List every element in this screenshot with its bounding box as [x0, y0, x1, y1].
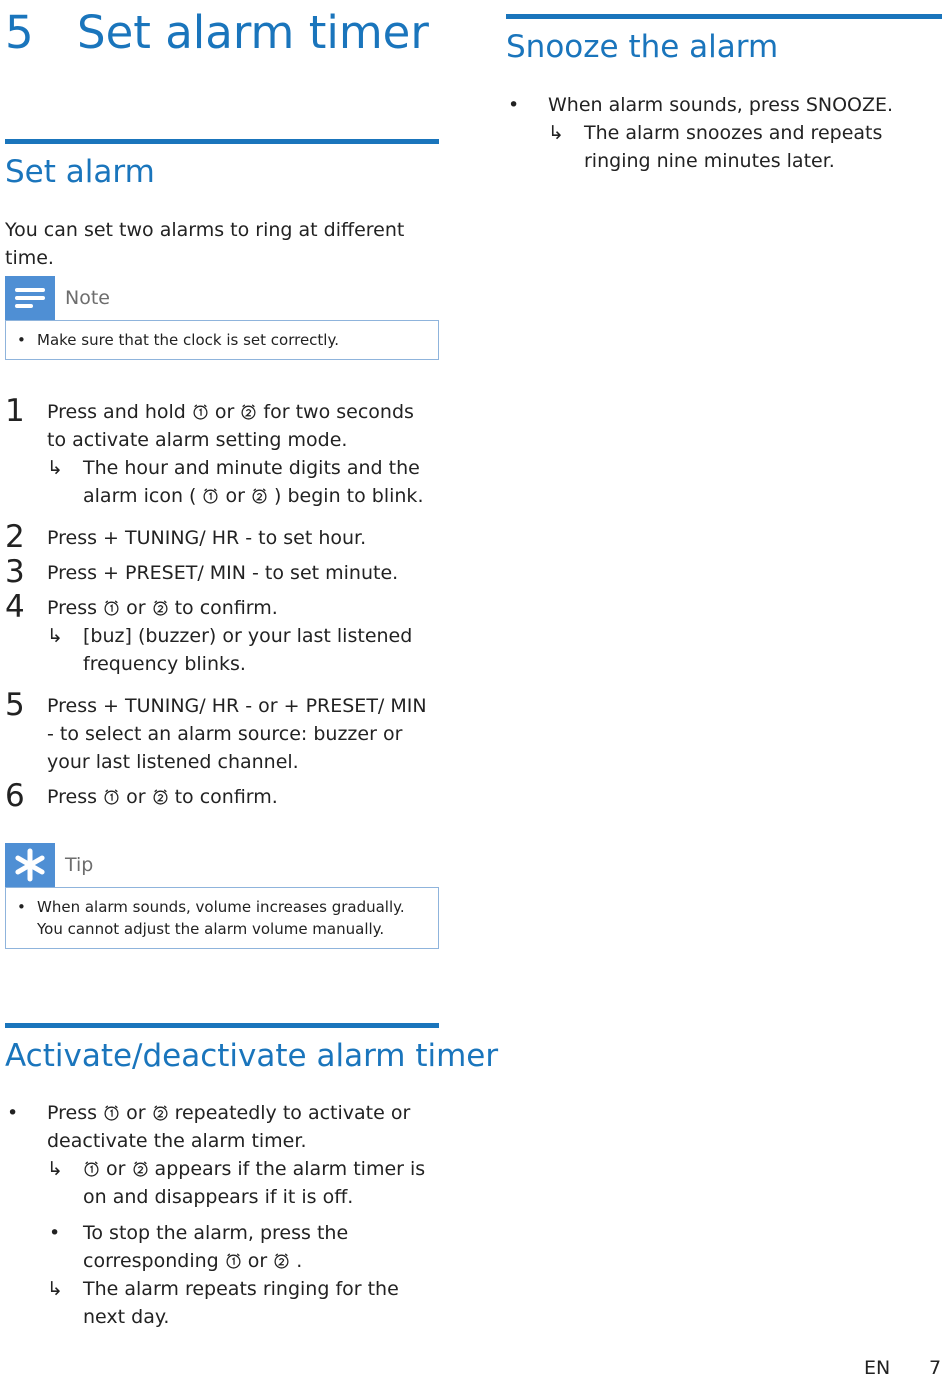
section-rule — [506, 14, 942, 19]
note-text: Make sure that the clock is set correctly. — [37, 331, 339, 349]
result-arrow-icon: ↳ — [47, 457, 63, 479]
key-label: SNOOZE — [805, 94, 888, 116]
result-text: The hour and minute digits and the alarm icon ( — [83, 457, 420, 507]
result-text: (buzzer) or your last listened frequency blinks. — [83, 625, 413, 675]
item-text: or — [241, 1250, 274, 1272]
result-text: or — [219, 485, 251, 507]
bullet: • — [7, 1102, 19, 1124]
item-text: . — [887, 94, 894, 116]
step-number: 5 — [5, 687, 25, 723]
step-text: or — [208, 401, 241, 423]
alarm-2-icon — [152, 1104, 169, 1121]
result-arrow-icon: ↳ — [47, 625, 63, 647]
item-text: . — [290, 1250, 303, 1272]
key-label: + TUNING/ HR - — [103, 695, 253, 717]
item-text: When alarm sounds, press — [548, 94, 806, 116]
step-text: Press — [47, 597, 104, 619]
activate-result-1 — [47, 1155, 439, 1211]
result-text: or — [100, 1158, 132, 1180]
step-text: Press — [47, 527, 104, 549]
step-number: 4 — [5, 589, 25, 625]
section-rule — [5, 139, 439, 144]
footer-language: EN — [864, 1357, 891, 1379]
alarm-2-icon — [240, 403, 257, 420]
key-label: [buz] — [83, 625, 132, 647]
item-text: repeatedly to activate or deactivate the alarm timer. — [47, 1102, 411, 1152]
step-text: or — [120, 597, 152, 619]
activate-item-2 — [47, 1219, 439, 1275]
step-number: 1 — [5, 393, 25, 429]
snooze-list — [506, 91, 942, 175]
step-2 — [5, 519, 439, 555]
activate-title: Activate/deactivate alarm timer — [5, 1038, 499, 1074]
alarm-1-icon — [202, 487, 219, 504]
tip-header — [5, 843, 439, 887]
set-alarm-section — [5, 139, 439, 192]
alarm-1-icon — [192, 403, 209, 420]
tip-box — [5, 843, 439, 949]
activate-list — [5, 1099, 439, 1331]
set-alarm-steps — [5, 393, 439, 814]
footer-page-number: 7 — [929, 1357, 942, 1379]
alarm-2-icon — [152, 599, 169, 616]
step-number: 3 — [5, 554, 25, 590]
snooze-result-1 — [548, 119, 942, 175]
item-text: To stop the alarm, press the corresponding — [83, 1222, 349, 1272]
result-text: appears if the alarm timer is on and disappears if it is off. — [83, 1158, 426, 1208]
step-1 — [5, 393, 439, 510]
alarm-1-icon — [83, 1160, 100, 1177]
tip-text: When alarm sounds, volume increases gradually. You cannot adjust the alarm volume manually. — [37, 898, 405, 938]
activate-item-1 — [5, 1099, 439, 1331]
item-text: Press — [47, 1102, 104, 1124]
item-text: or — [120, 1102, 152, 1124]
activate-section — [5, 1023, 499, 1076]
set-alarm-intro: You can set two alarms to ring at different time. — [5, 219, 405, 269]
step-text: to confirm. — [168, 786, 278, 808]
snooze-title: Snooze the alarm — [506, 29, 779, 65]
result-arrow-icon: ↳ — [47, 1278, 63, 1300]
note-lines-icon — [5, 276, 55, 320]
tip-title: Tip — [65, 854, 94, 876]
result-text: The alarm snoozes and repeats ringing nine minutes later. — [584, 122, 883, 172]
chapter-heading — [5, 0, 429, 66]
alarm-2-icon — [152, 788, 169, 805]
bullet: • — [49, 1222, 61, 1244]
step-number: 6 — [5, 778, 25, 814]
step-text: Press — [47, 786, 104, 808]
alarm-1-icon — [103, 1104, 120, 1121]
result-arrow-icon: ↳ — [47, 1158, 63, 1180]
step-1-result — [47, 454, 439, 510]
step-text: to set minute. — [258, 562, 399, 584]
step-text: Press — [47, 695, 104, 717]
step-text: to set hour. — [252, 527, 367, 549]
step-number: 2 — [5, 519, 25, 555]
snooze-item-1 — [506, 91, 942, 175]
step-4 — [5, 589, 439, 678]
chapter-number: 5 — [5, 6, 34, 59]
asterisk-icon — [5, 843, 55, 887]
result-text: The alarm repeats ringing for the next day. — [83, 1278, 399, 1328]
step-text: to select an alarm source: buzzer or your last listened channel. — [47, 723, 403, 773]
alarm-2-icon — [273, 1252, 290, 1269]
step-text: or — [252, 695, 284, 717]
step-text: for two seconds to activate alarm setting mode. — [47, 401, 414, 451]
alarm-1-icon — [103, 599, 120, 616]
step-text: Press — [47, 562, 104, 584]
step-text: Press and hold — [47, 401, 192, 423]
note-header — [5, 276, 439, 320]
snooze-section — [506, 14, 942, 67]
key-label: + PRESET/ MIN - — [47, 695, 427, 745]
step-3 — [5, 554, 439, 590]
alarm-2-icon — [132, 1160, 149, 1177]
step-5 — [5, 687, 439, 776]
chapter-title: Set alarm timer — [77, 6, 429, 59]
note-title: Note — [65, 287, 110, 309]
activate-result-2 — [47, 1275, 439, 1331]
bullet: • — [508, 94, 520, 116]
result-text: ) begin to blink. — [268, 485, 424, 507]
section-rule — [5, 1023, 439, 1028]
note-body — [5, 320, 439, 360]
set-alarm-title: Set alarm — [5, 154, 155, 190]
bullet: • — [17, 898, 26, 916]
key-label: + PRESET/ MIN - — [103, 562, 259, 584]
alarm-2-icon — [251, 487, 268, 504]
step-6 — [5, 778, 439, 814]
bullet: • — [17, 331, 26, 349]
step-text: to confirm. — [168, 597, 278, 619]
note-box — [5, 276, 439, 360]
alarm-1-icon — [103, 788, 120, 805]
step-4-result — [47, 622, 439, 678]
tip-body — [5, 887, 439, 949]
result-arrow-icon: ↳ — [548, 122, 564, 144]
key-label: + TUNING/ HR - — [103, 527, 253, 549]
alarm-1-icon — [225, 1252, 242, 1269]
step-text: or — [120, 786, 152, 808]
